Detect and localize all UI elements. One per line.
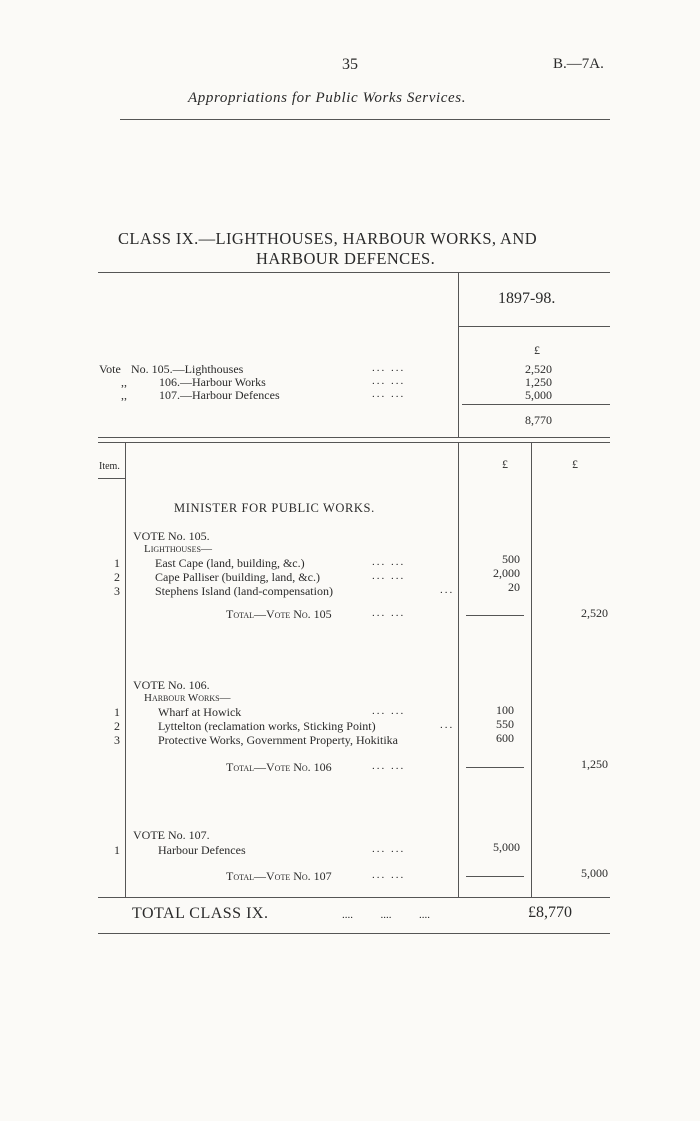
item-label: Protective Works, Government Property, Hokitika <box>158 733 398 747</box>
detail-top-rule <box>98 442 610 443</box>
grand-total-dots: .... .... .... <box>342 909 430 921</box>
summary-vote-dots: ... ... <box>372 388 406 400</box>
vote-total-label: Total—Vote No. 107 <box>226 869 332 883</box>
vote-total-label: Total—Vote No. 105 <box>226 607 332 621</box>
item-number: 2 <box>114 719 120 733</box>
item-dots: ... ... <box>372 570 406 582</box>
item-label: Harbour Defences <box>158 843 246 857</box>
item-dots: ... ... <box>372 705 406 717</box>
summary-subtotal-rule <box>462 404 610 405</box>
summary-currency: £ <box>534 343 540 357</box>
detail-currency-a: £ <box>502 457 508 471</box>
item-label: Wharf at Howick <box>158 705 242 719</box>
grand-total-amount: £8,770 <box>528 904 572 921</box>
item-amount: 2,000 <box>493 566 520 580</box>
item-number: 1 <box>114 843 120 857</box>
summary-vote-prefix: ,, <box>121 388 127 402</box>
item-number: 1 <box>114 556 120 570</box>
running-title: Appropriations for Public Works Services. <box>188 90 467 106</box>
vote-subheading: Harbour Works— <box>144 692 231 704</box>
class-title-line1: CLASS IX.—LIGHTHOUSES, HARBOUR WORKS, AND <box>118 229 538 248</box>
vote-heading: VOTE No. 107. <box>133 828 210 842</box>
vote-total-amount: 1,250 <box>581 757 608 771</box>
item-amount: 500 <box>502 552 520 566</box>
header-rule <box>120 119 610 120</box>
item-amount: 20 <box>508 580 520 594</box>
item-label: Stephens Island (land-compensation) <box>155 584 333 598</box>
detail-item-column-divider <box>125 442 126 897</box>
vote-total-rule <box>466 876 524 877</box>
vote-heading: VOTE No. 105. <box>133 529 210 543</box>
summary-vote-dots: ... ... <box>372 375 406 387</box>
summary-vote-amount: 2,520 <box>525 362 552 376</box>
grand-total-label: TOTAL CLASS IX. <box>132 905 269 922</box>
item-column-header: Item. <box>99 461 120 472</box>
summary-vote-prefix: Vote <box>99 362 121 376</box>
summary-vote-prefix: ,, <box>121 375 127 389</box>
item-number: 1 <box>114 705 120 719</box>
vote-total-amount: 5,000 <box>581 866 608 880</box>
vote-total-label: Total—Vote No. 106 <box>226 760 332 774</box>
detail-amount-column-divider <box>458 442 459 897</box>
detail-total-column-divider <box>531 442 532 897</box>
item-dots: ... ... <box>372 843 406 855</box>
detail-currency-b: £ <box>572 457 578 471</box>
item-number: 3 <box>114 733 120 747</box>
item-header-rule <box>98 478 125 479</box>
item-number: 3 <box>114 584 120 598</box>
vote-total-rule <box>466 767 524 768</box>
summary-bottom-rule <box>98 437 610 438</box>
summary-top-rule <box>98 272 610 273</box>
vote-total-dots: ... ... <box>372 760 406 772</box>
vote-total-dots: ... ... <box>372 869 406 881</box>
item-dots: ... <box>440 719 455 731</box>
vote-total-rule <box>466 615 524 616</box>
item-label: East Cape (land, building, &c.) <box>155 556 305 570</box>
vote-subheading: Lighthouses— <box>144 543 212 555</box>
summary-vote-label: No. 105.—Lighthouses <box>131 362 244 376</box>
summary-vote-amount: 1,250 <box>525 375 552 389</box>
summary-year: 1897-98. <box>498 290 556 307</box>
item-amount: 600 <box>496 731 514 745</box>
item-amount: 5,000 <box>493 840 520 854</box>
summary-vote-label: 107.—Harbour Defences <box>159 388 280 402</box>
summary-vote-dots: ... ... <box>372 362 406 374</box>
summary-year-rule <box>458 326 610 327</box>
item-label: Cape Palliser (building, land, &c.) <box>155 570 320 584</box>
summary-total: 8,770 <box>525 413 552 427</box>
grand-total-top-rule <box>98 897 610 898</box>
item-amount: 550 <box>496 717 514 731</box>
item-label: Lyttelton (reclamation works, Sticking Point) <box>158 719 376 733</box>
summary-column-divider <box>458 272 459 437</box>
minister-heading: MINISTER FOR PUBLIC WORKS. <box>174 501 375 515</box>
vote-total-dots: ... ... <box>372 607 406 619</box>
class-title-line2: HARBOUR DEFENCES. <box>256 249 436 268</box>
vote-heading: VOTE No. 106. <box>133 678 210 692</box>
item-amount: 100 <box>496 703 514 717</box>
grand-total-bottom-rule <box>98 933 610 934</box>
page-number: 35 <box>342 56 358 73</box>
item-dots: ... ... <box>372 556 406 568</box>
item-number: 2 <box>114 570 120 584</box>
summary-vote-amount: 5,000 <box>525 388 552 402</box>
summary-vote-label: 106.—Harbour Works <box>159 375 266 389</box>
document-reference: B.—7A. <box>553 56 604 72</box>
item-dots: ... <box>440 584 455 596</box>
vote-total-amount: 2,520 <box>581 606 608 620</box>
